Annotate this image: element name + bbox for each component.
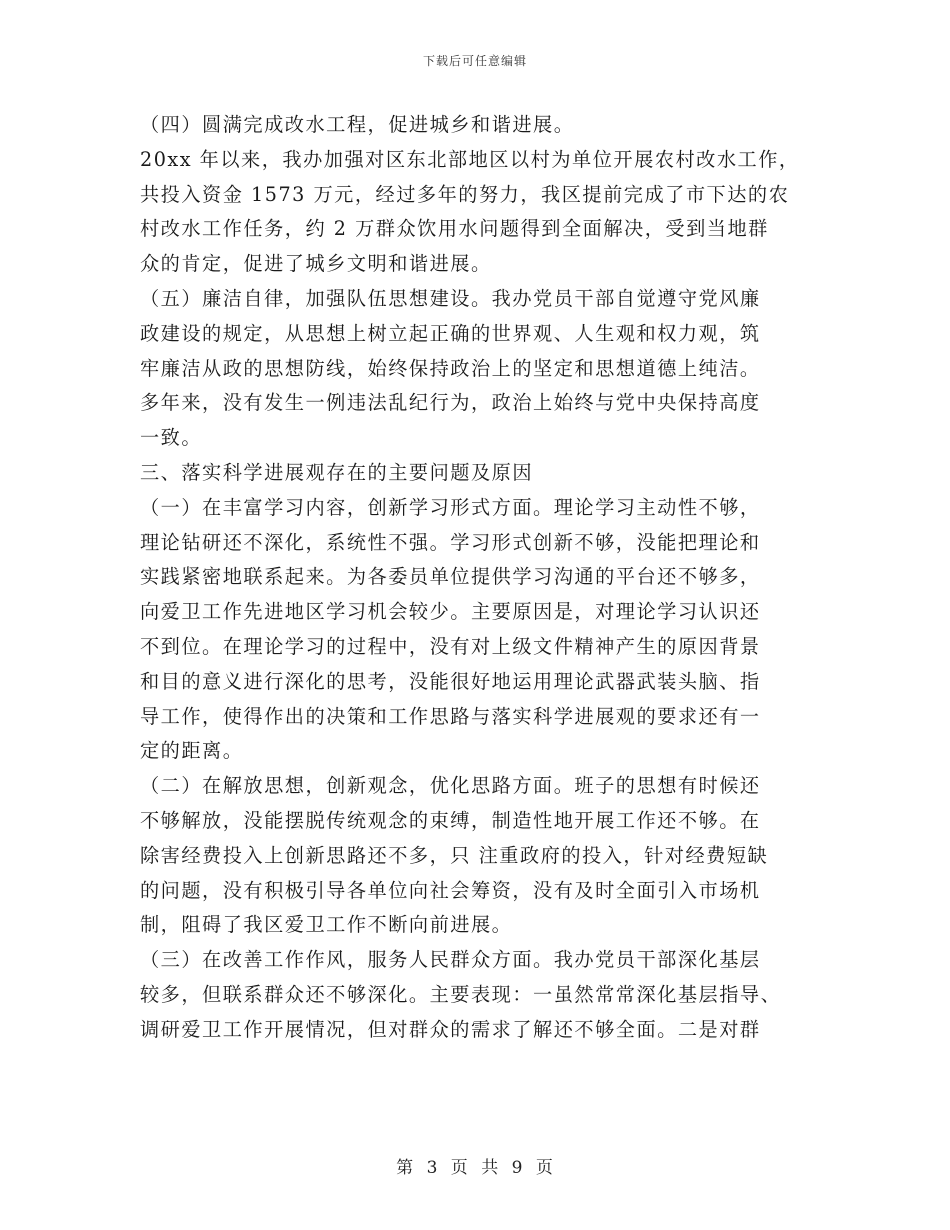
body-line: 导工作，使得作出的决策和工作思路与落实科学进展观的要求还有一 [140, 704, 761, 728]
body-line: （五）廉洁自律，加强队伍思想建设。我办党员干部自觉遵守党风廉 [140, 286, 761, 310]
body-line: 较多，但联系群众还不够深化。主要表现：一虽然常常深化基层指导、 [140, 982, 782, 1006]
body-line: 共投入资金 1573 万元，经过多年的努力，我区提前完成了市下达的农 [140, 182, 790, 206]
body-line: 实践紧密地联系起来。为各委员单位提供学习沟通的平台还不够多， [140, 565, 761, 589]
body-line: （一）在丰富学习内容，创新学习形式方面。理论学习主动性不够， [140, 495, 761, 519]
body-line: （三）在改善工作作风，服务人民群众方面。我办党员干部深化基层 [140, 948, 761, 972]
section-heading: 三、落实科学进展观存在的主要问题及原因 [140, 460, 534, 484]
body-line: （四）圆满完成改水工程，促进城乡和谐进展。 [140, 113, 575, 136]
body-line: （二）在解放思想，创新观念，优化思路方面。班子的思想有时候还 [140, 774, 761, 798]
body-line: 制，阻碍了我区爱卫工作不断向前进展。 [140, 913, 513, 937]
body-line: 除害经费投入上创新思路还不多，只 注重政府的投入，针对经费短缺 [140, 843, 769, 867]
page-number: 第 3 页 共 9 页 [396, 1158, 554, 1178]
body-line: 牢廉洁从政的思想防线，始终保持政治上的坚定和思想道德上纯洁。 [140, 356, 761, 380]
body-line: 调研爱卫工作开展情况，但对群众的需求了解还不够全面。二是对群 [140, 1017, 761, 1041]
body-line: 一致。 [140, 426, 203, 450]
body-line: 众的肯定，促进了城乡文明和谐进展。 [140, 252, 492, 276]
body-line: 理论钻研还不深化，系统性不强。学习形式创新不够，没能把理论和 [140, 530, 761, 554]
body-line: 和目的意义进行深化的思考，没能很好地运用理论武器武装头脑、指 [140, 669, 761, 693]
body-line: 政建设的规定，从思想上树立起正确的世界观、人生观和权力观，筑 [140, 321, 761, 345]
body-line: 的问题，没有积极引导各单位向社会筹资，没有及时全面引入市场机 [140, 878, 761, 902]
document-body [140, 108, 810, 1048]
body-line: 不到位。在理论学习的过程中，没有对上级文件精神产生的原因背景 [140, 634, 761, 658]
body-line: 不够解放，没能摆脱传统观念的束缚，制造性地开展工作还不够。在 [140, 808, 761, 832]
body-line: 多年来，没有发生一例违法乱纪行为，政治上始终与党中央保持高度 [140, 391, 761, 415]
body-line: 向爱卫工作先进地区学习机会较少。主要原因是，对理论学习认识还 [140, 600, 761, 624]
body-line: 20xx 年以来，我办加强对区东北部地区以村为单位开展农村改水工作， [140, 147, 800, 171]
page-header: 下载后可任意编辑 [422, 54, 527, 68]
body-line: 村改水工作任务，约 2 万群众饮用水问题得到全面解决，受到当地群 [140, 217, 769, 241]
body-line: 定的距离。 [140, 739, 244, 763]
